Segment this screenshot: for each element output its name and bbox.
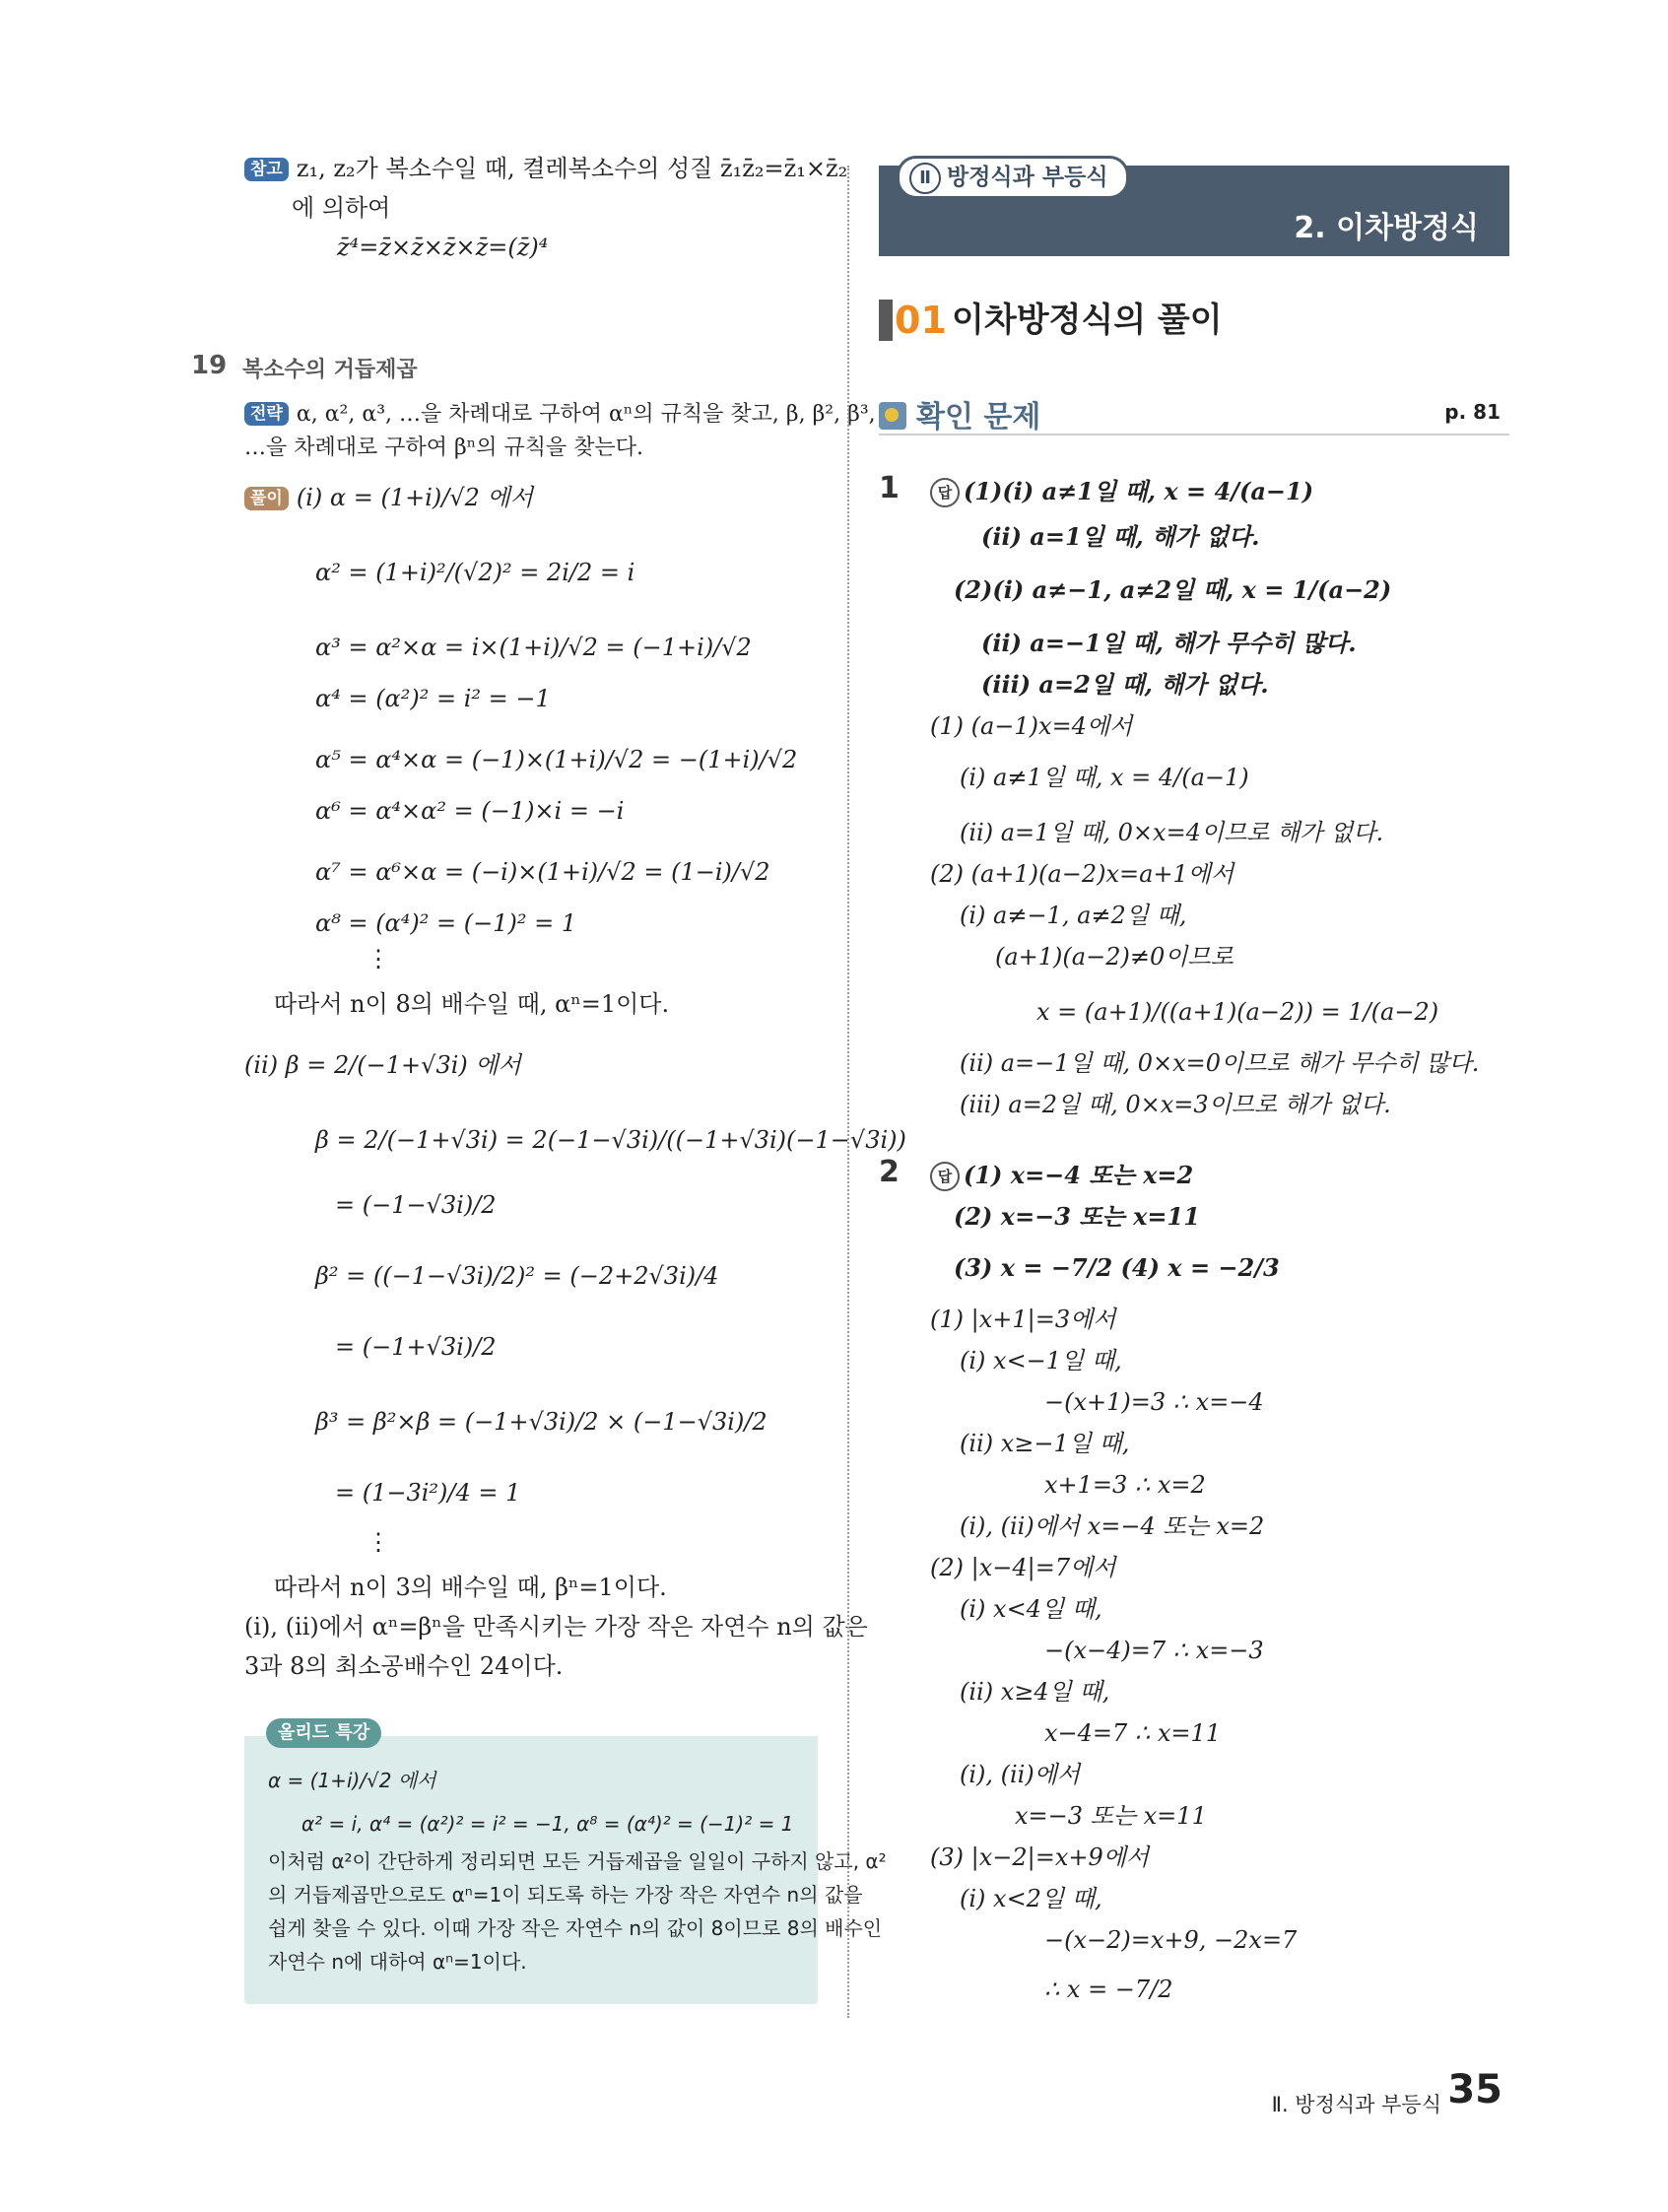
solution-line-2: α³ = α²×α = i×(1+i)/√2 = (−1+i)/√2	[315, 634, 752, 661]
problem-1-number: 1	[879, 471, 900, 505]
p1-line-6: x = (a+1)/((a+1)(a−2)) = 1/(a−2)	[1036, 998, 1439, 1026]
p2-line-2: −(x+1)=3 ∴ x=−4	[1044, 1388, 1264, 1416]
note-line-1	[244, 154, 847, 183]
p1-line-4: (ⅰ) a≠−1, a≠2일 때,	[960, 902, 1187, 929]
p1-line-3: (2) (a+1)(a−2)x=a+1에서	[930, 860, 1234, 888]
answer-mark: 답	[930, 478, 960, 507]
p2-line-9: (ⅱ) x≥4일 때,	[960, 1678, 1110, 1706]
p2-line-5: (ⅰ), (ⅱ)에서 x=−4 또는 x=2	[960, 1512, 1265, 1540]
special-lecture-tag: 올리드 특강	[266, 1718, 381, 1748]
section-title: 이차방정식의 풀이	[952, 301, 1223, 340]
p2-answer-2: (3) x = −7/2 (4) x = −2/3	[954, 1253, 1280, 1282]
note-line-2: 에 의하여	[292, 194, 391, 222]
problem-19-number: 19	[191, 351, 228, 380]
problem-19-title: 복소수의 거듭제곱	[242, 358, 418, 382]
p1-answer-1: (ⅱ) a=1일 때, 해가 없다.	[981, 522, 1260, 551]
solution-line-20: 3과 8의 최소공배수인 24이다.	[244, 1652, 564, 1680]
p2-answer-1: (2) x=−3 또는 x=11	[954, 1202, 1200, 1231]
special-line-5: 자연수 n에 대하여 αⁿ=1이다.	[268, 1950, 527, 1974]
footer-chapter-label: Ⅱ. 방정식과 부등식	[1271, 2093, 1441, 2116]
solution-line-0	[244, 483, 533, 512]
p2-line-8: −(x−4)=7 ∴ x=−3	[1044, 1637, 1264, 1664]
solution-line-3: α⁴ = (α²)² = i² = −1	[315, 685, 551, 712]
special-line-3: 의 거듭제곱만으로도 αⁿ=1이 되도록 하는 가장 작은 자연수 n의 값을	[268, 1883, 863, 1907]
p1-line-5: (a+1)(a−2)≠0이므로	[995, 943, 1234, 971]
p1-line-2: (ⅱ) a=1일 때, 0×x=4이므로 해가 없다.	[960, 819, 1384, 846]
p1-line-8: (ⅲ) a=2일 때, 0×x=3이므로 해가 없다.	[960, 1091, 1391, 1118]
solution-line-19: (ⅰ), (ⅱ)에서 αⁿ=βⁿ을 만족시키는 가장 작은 자연수 n의 값은	[244, 1613, 868, 1641]
solution-text-0: (ⅰ) α = (1+i)/√2 에서	[296, 484, 533, 511]
special-line-1: α² = i, α⁴ = (α²)² = i² = −1, α⁸ = (α⁴)² = (−1)² = 1	[301, 1812, 794, 1836]
p2-line-16: ∴ x = −7/2	[1044, 1976, 1173, 2003]
chapter-label: 방정식과 부등식	[947, 165, 1108, 190]
p2-answer-text-0: (1) x=−4 또는 x=2	[964, 1161, 1194, 1189]
solution-line-17: ⋮	[367, 1528, 390, 1556]
page-reference: p. 81	[1444, 400, 1501, 424]
solution-tag: 풀이	[244, 487, 289, 510]
section-number: 01	[879, 300, 954, 341]
p2-line-6: (2) |x−4|=7에서	[930, 1554, 1116, 1581]
solution-line-14: = (−1+√3i)/2	[335, 1333, 497, 1361]
p1-answer-4: (ⅲ) a=2일 때, 해가 없다.	[981, 670, 1269, 699]
solution-line-5: α⁶ = α⁴×α² = (−1)×i = −i	[315, 797, 625, 825]
strategy-line-1	[244, 400, 876, 430]
p2-line-12: x=−3 또는 x=11	[1015, 1802, 1207, 1830]
p2-line-13: (3) |x−2|=x+9에서	[930, 1843, 1150, 1871]
page-number: 35	[1447, 2067, 1502, 2112]
column-divider	[847, 166, 849, 2018]
special-line-2: 이처럼 α²이 간단하게 정리되면 모든 거듭제곱을 일일이 구하지 않고, α²	[268, 1849, 887, 1873]
chapter-subtitle: 2. 이차방정식	[1294, 211, 1479, 245]
solution-line-18: 따라서 n이 3의 배수일 때, βⁿ=1이다.	[274, 1574, 667, 1601]
solution-line-10: (ⅱ) β = 2/(−1+√3i) 에서	[244, 1051, 521, 1079]
solution-line-4: α⁵ = α⁴×α = (−1)×(1+i)/√2 = −(1+i)/√2	[315, 746, 798, 773]
special-line-4: 쉽게 찾을 수 있다. 이때 가장 작은 자연수 n의 값이 8이므로 8의 배수인	[268, 1916, 883, 1940]
p1-line-0: (1) (a−1)x=4에서	[930, 712, 1133, 740]
solution-line-13: β² = ((−1−√3i)/2)² = (−2+2√3i)/4	[315, 1262, 719, 1290]
solution-line-8: ⋮	[367, 945, 390, 972]
p1-answer-0	[930, 477, 1313, 507]
problem-2-number: 2	[879, 1155, 900, 1189]
p2-line-14: (ⅰ) x<2일 때,	[960, 1885, 1102, 1912]
p2-line-11: (ⅰ), (ⅱ)에서	[960, 1761, 1081, 1788]
p2-answer-0	[930, 1161, 1193, 1191]
p2-line-10: x−4=7 ∴ x=11	[1044, 1719, 1222, 1747]
chapter-roman: Ⅱ	[909, 163, 941, 194]
note-text-1: z₁, z₂가 복소수일 때, 켤레복소수의 성질 z̄₁z̄₂=z̄₁×z̄₂	[296, 155, 848, 182]
answer-mark-2: 답	[930, 1162, 960, 1191]
solution-line-9: 따라서 n이 8의 배수일 때, αⁿ=1이다.	[274, 990, 670, 1018]
p2-line-15: −(x−2)=x+9, −2x=7	[1044, 1926, 1298, 1954]
solution-line-12: = (−1−√3i)/2	[335, 1191, 497, 1219]
confirm-heading	[879, 392, 1040, 436]
p2-line-7: (ⅰ) x<4일 때,	[960, 1595, 1102, 1623]
special-line-0: α = (1+i)/√2 에서	[268, 1769, 436, 1792]
solution-line-7: α⁸ = (α⁴)² = (−1)² = 1	[315, 909, 577, 937]
strategy-tag: 전략	[244, 402, 289, 426]
p1-line-7: (ⅱ) a=−1일 때, 0×x=0이므로 해가 무수히 많다.	[960, 1049, 1480, 1077]
solution-line-16: = (1−3i²)/4 = 1	[335, 1479, 521, 1507]
p2-line-4: x+1=3 ∴ x=2	[1044, 1471, 1206, 1499]
p2-line-1: (ⅰ) x<−1일 때,	[960, 1347, 1122, 1374]
solution-line-11: β = 2/(−1+√3i) = 2(−1−√3i)/((−1+√3i)(−1−√3i))	[315, 1126, 906, 1154]
p1-answer-text-0: (1)(ⅰ) a≠1일 때, x = 4/(a−1)	[964, 477, 1314, 505]
sparkle-icon	[879, 402, 906, 430]
note-tag: 참고	[244, 158, 289, 181]
confirm-label: 확인 문제	[916, 400, 1041, 435]
p2-line-0: (1) |x+1|=3에서	[930, 1306, 1116, 1333]
note-line-3: z̄⁴=z̄×z̄×z̄×z̄=(z̄)⁴	[337, 234, 549, 261]
strategy-line-2: …을 차례대로 구하여 βⁿ의 규칙을 찾는다.	[244, 436, 643, 460]
strategy-text-1: α, α², α³, …을 차례대로 구하여 αⁿ의 규칙을 찾고, β, β², β³,	[296, 402, 876, 427]
solution-line-15: β³ = β²×β = (−1+√3i)/2 × (−1−√3i)/2	[315, 1408, 767, 1436]
p2-line-3: (ⅱ) x≥−1일 때,	[960, 1430, 1130, 1457]
p1-answer-3: (ⅱ) a=−1일 때, 해가 무수히 많다.	[981, 629, 1357, 657]
p1-answer-2: (2)(ⅰ) a≠−1, a≠2일 때, x = 1/(a−2)	[954, 575, 1392, 604]
chapter-pill	[897, 156, 1129, 199]
solution-line-6: α⁷ = α⁶×α = (−i)×(1+i)/√2 = (1−i)/√2	[315, 858, 770, 886]
solution-line-1: α² = (1+i)²/(√2)² = 2i/2 = i	[315, 559, 635, 586]
p1-line-1: (ⅰ) a≠1일 때, x = 4/(a−1)	[960, 764, 1249, 791]
